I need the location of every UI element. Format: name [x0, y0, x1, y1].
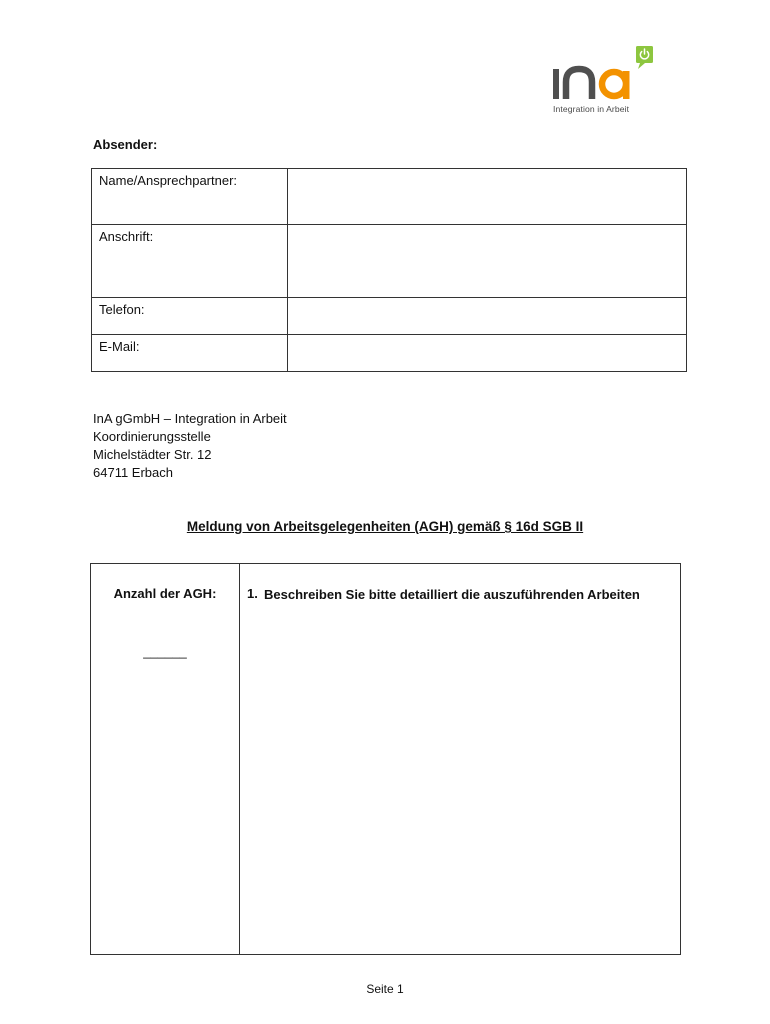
logo-letter-i [553, 69, 559, 99]
logo-letter-a [602, 71, 630, 99]
agh-box [90, 563, 681, 955]
sender-label: Absender: [93, 137, 158, 152]
sender-name-field[interactable] [288, 169, 687, 225]
agh-count-field[interactable]: ______ [143, 644, 187, 659]
document-heading: Meldung von Arbeitsgelegenheiten (AGH) gemäß § 16d SGB II [186, 519, 584, 534]
agh-question-number: 1. [247, 586, 258, 601]
sender-table [91, 168, 687, 372]
sender-email-field[interactable] [288, 335, 687, 372]
sender-row-phone [92, 298, 687, 335]
logo-tagline: Integration in Arbeit [553, 104, 630, 114]
recipient-line: InA gGmbH – Integration in Arbeit [93, 411, 287, 426]
logo-letter-n [566, 69, 592, 99]
sender-row-name [92, 169, 687, 225]
sender-phone-field[interactable] [288, 298, 687, 335]
agh-column-divider [239, 564, 240, 954]
power-bubble-icon [636, 46, 653, 69]
recipient-line: Michelstädter Str. 12 [93, 447, 212, 462]
sender-row-address [92, 225, 687, 298]
recipient-line: Koordinierungsstelle [93, 429, 211, 444]
sender-phone-label: Telefon: [92, 298, 288, 335]
page-number: Seite 1 [366, 982, 404, 996]
recipient-line: 64711 Erbach [93, 465, 173, 480]
sender-email-label: E-Mail: [92, 335, 288, 372]
agh-count-label: Anzahl der AGH: [113, 586, 217, 601]
sender-address-field[interactable] [288, 225, 687, 298]
sender-name-label: Name/Ansprechpartner: [92, 169, 288, 225]
sender-row-email [92, 335, 687, 372]
sender-address-label: Anschrift: [92, 225, 288, 298]
agh-question-text: Beschreiben Sie bitte detailliert die auszuführenden Arbeiten [264, 587, 640, 602]
recipient-address [93, 410, 287, 482]
